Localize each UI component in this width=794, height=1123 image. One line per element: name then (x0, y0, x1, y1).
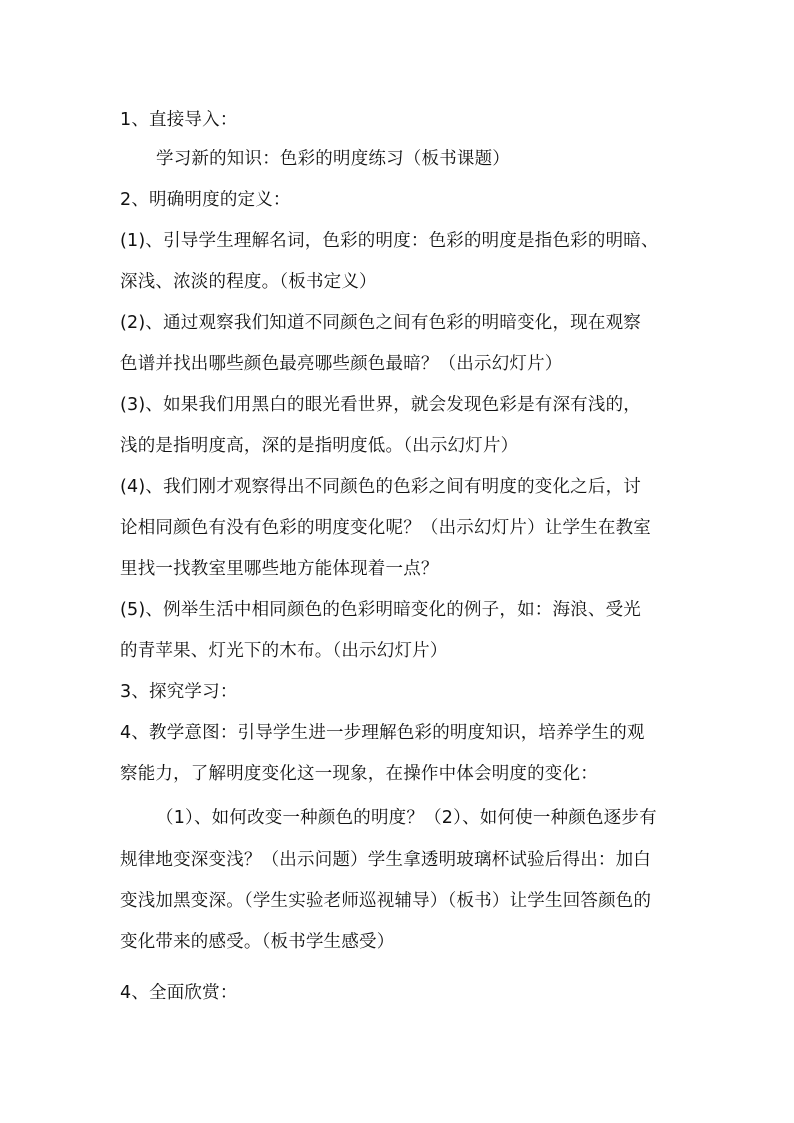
question-line-4: 变化带来的感受。（板书学生感受） (120, 932, 395, 952)
section-2-heading: 2、明确明度的定义： (120, 190, 291, 210)
question-line-3: 变浅加黑变深。（学生实验老师巡视辅导）（板书）让学生回答颜色的 (120, 891, 652, 911)
section-3-heading: 3、探究学习： (120, 682, 238, 702)
section-4-line-1: 4、教学意图：引导学生进一步理解色彩的明度知识，培养学生的观 (120, 723, 645, 743)
section-1-text: 学习新的知识：色彩的明度练习（板书课题） (156, 149, 510, 169)
item-5-line-2: 的青苹果、灯光下的木布。（出示幻灯片） (120, 641, 448, 661)
item-5-line-1: (5)、例举生活中相同颜色的色彩明暗变化的例子，如：海浪、受光 (120, 600, 641, 620)
item-2-line-2: 色谱并找出哪些颜色最亮哪些颜色最暗？（出示幻灯片） (120, 354, 563, 374)
question-line-1: （1）、如何改变一种颜色的明度？（2）、如何使一种颜色逐步有 (156, 808, 657, 828)
question-line-2: 规律地变深变浅？（出示问题）学生拿透明玻璃杯试验后得出：加白 (120, 850, 651, 870)
item-1-line-2: 深浅、浓淡的程度。（板书定义） (120, 272, 377, 292)
item-1-line-1: (1)、引导学生理解名词，色彩的明度：色彩的明度是指色彩的明暗、 (120, 231, 659, 251)
section-1-heading: 1、直接导入： (120, 110, 238, 130)
item-4-line-3: 里找一找教室里哪些地方能体现着一点？ (120, 559, 439, 579)
item-3-line-1: (3)、如果我们用黑白的眼光看世界，就会发现色彩是有深有浅的， (120, 395, 641, 415)
item-4-line-1: (4)、我们刚才观察得出不同颜色的色彩之间有明度的变化之后，讨 (120, 477, 641, 497)
section-4-line-2: 察能力，了解明度变化这一现象，在操作中体会明度的变化： (120, 764, 598, 784)
item-4-line-2: 论相同颜色有没有色彩的明度变化呢？（出示幻灯片）让学生在教室 (120, 518, 651, 538)
item-3-line-2: 浅的是指明度高，深的是指明度低。（出示幻灯片） (120, 436, 519, 456)
final-heading: 4、全面欣赏： (120, 983, 238, 1003)
item-2-line-1: (2)、通过观察我们知道不同颜色之间有色彩的明暗变化，现在观察 (120, 313, 641, 333)
